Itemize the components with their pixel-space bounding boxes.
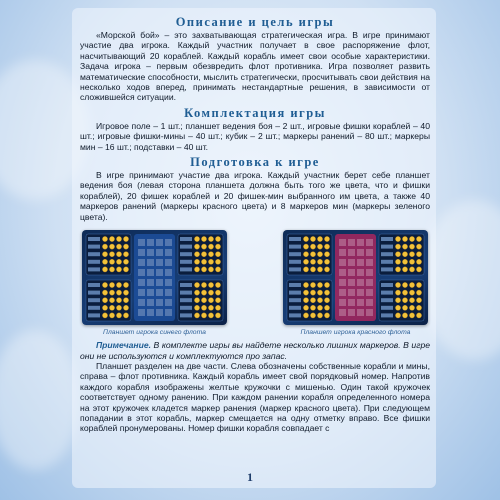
grid-cell [339, 249, 346, 256]
hit-circle [317, 236, 322, 241]
hit-circle [194, 244, 199, 249]
hit-circle [317, 267, 322, 272]
grid-cell [138, 239, 145, 246]
grid-cell [366, 299, 373, 306]
section-title-contents: Комплектация игры [184, 105, 326, 120]
grid-cell [156, 249, 163, 256]
ship-label-bar [381, 313, 393, 317]
hit-circle [310, 305, 315, 310]
hit-circle [310, 252, 315, 257]
grid-cell [165, 309, 172, 316]
blue-board-figure [82, 230, 227, 337]
grid-cell [339, 239, 346, 246]
grid-cell [147, 309, 154, 316]
ship-label-bar [289, 252, 301, 256]
blue-fleet-board-image [82, 230, 227, 325]
hit-circle [109, 290, 114, 295]
hit-circle [201, 236, 206, 241]
ship-label-bar [88, 245, 100, 249]
hit-circle [303, 267, 308, 272]
hit-circle [194, 252, 199, 257]
hit-circle [402, 290, 407, 295]
hit-circle [310, 313, 315, 318]
hit-circle [123, 282, 128, 287]
hit-circle [109, 236, 114, 241]
hit-circle [215, 282, 220, 287]
section-title-preparation: Подготовка к игре [190, 155, 320, 170]
grid-cell [357, 299, 364, 306]
hit-circle [416, 290, 421, 295]
grid-cell [366, 279, 373, 286]
hit-circle [116, 290, 121, 295]
hit-circle [215, 298, 220, 303]
hit-circle [102, 267, 107, 272]
hit-circle [409, 267, 414, 272]
hit-circle [102, 298, 107, 303]
ship-label-bar [381, 283, 393, 287]
hit-circle [395, 259, 400, 264]
grid-cell [348, 289, 355, 296]
grid-cell [339, 309, 346, 316]
hit-circle [215, 259, 220, 264]
grid-cell [156, 259, 163, 266]
hit-circle [201, 290, 206, 295]
ship-label-bar [289, 291, 301, 295]
hit-circle [208, 259, 213, 264]
grid-cell [138, 249, 145, 256]
hit-circle [201, 313, 206, 318]
hit-circle [416, 282, 421, 287]
hit-circle [102, 259, 107, 264]
hit-circle [395, 267, 400, 272]
grid-cell [156, 239, 163, 246]
ship-label-bar [180, 313, 192, 317]
hit-circle [102, 244, 107, 249]
ship-label-bar [289, 283, 301, 287]
hit-circle [102, 290, 107, 295]
hit-circle [409, 244, 414, 249]
hit-circle [402, 259, 407, 264]
board-graphic [82, 230, 227, 325]
boards-figure [82, 230, 428, 337]
grid-cell [165, 299, 172, 306]
grid-cell [165, 249, 172, 256]
grid-cell [147, 269, 154, 276]
hit-circle [194, 313, 199, 318]
grid-cell [366, 249, 373, 256]
hit-circle [402, 298, 407, 303]
hit-circle [215, 252, 220, 257]
hit-circle [395, 313, 400, 318]
hit-circle [317, 282, 322, 287]
hit-circle [123, 298, 128, 303]
hit-circle [208, 313, 213, 318]
hit-circle [409, 305, 414, 310]
section-title-description: Описание и цель игры [175, 15, 335, 29]
hit-circle [310, 259, 315, 264]
hit-circle [194, 290, 199, 295]
hit-circle [324, 305, 329, 310]
hit-circle [201, 305, 206, 310]
hit-circle [409, 252, 414, 257]
hit-circle [201, 267, 206, 272]
hit-circle [194, 236, 199, 241]
hit-circle [324, 259, 329, 264]
hit-circle [208, 267, 213, 272]
grid-cell [147, 259, 154, 266]
board-center-panel [335, 234, 376, 321]
hit-circle [317, 305, 322, 310]
ship-label-bar [180, 252, 192, 256]
hit-circle [303, 244, 308, 249]
hit-circle [116, 267, 121, 272]
hit-circle [208, 305, 213, 310]
hit-circle [416, 298, 421, 303]
hit-circle [416, 305, 421, 310]
hit-circle [409, 236, 414, 241]
hit-circle [395, 298, 400, 303]
section-text-preparation: В игре принимают участие два игрока. Каждый участник берет себе планшет ведения боя (левая сторона планшета должна быть того же цвета, что и фишки кораблей), 20 фишек кораблей и 20 фишек-мин выбранного им цвета, а также 40 маркеров ранений (маркеры красного цвета) и 8 маркеров мин (маркеры зеленого цвета). [80, 170, 430, 222]
grid-cell [348, 309, 355, 316]
hit-circle [208, 298, 213, 303]
grid-cell [357, 269, 364, 276]
hit-circle [324, 236, 329, 241]
hit-circle [402, 236, 407, 241]
grid-cell [366, 309, 373, 316]
ship-label-bar [180, 245, 192, 249]
hit-circle [310, 267, 315, 272]
hit-circle [409, 259, 414, 264]
hit-circle [324, 290, 329, 295]
grid-cell [339, 279, 346, 286]
hit-circle [324, 244, 329, 249]
grid-cell [366, 239, 373, 246]
hit-circle [324, 313, 329, 318]
ship-label-bar [88, 252, 100, 256]
hit-circle [303, 252, 308, 257]
hit-circle [303, 305, 308, 310]
hit-circle [409, 282, 414, 287]
hit-circle [416, 244, 421, 249]
hit-circle [303, 298, 308, 303]
hit-circle [402, 305, 407, 310]
hit-circle [395, 282, 400, 287]
grid-cell [348, 299, 355, 306]
ship-label-bar [381, 252, 393, 256]
hit-circle [317, 313, 322, 318]
grid-cell [165, 279, 172, 286]
hit-circle [310, 282, 315, 287]
ship-label-bar [88, 260, 100, 264]
grid-cell [147, 279, 154, 286]
ship-label-bar [381, 298, 393, 302]
grid-cell [156, 289, 163, 296]
hit-circle [215, 313, 220, 318]
hit-circle [208, 290, 213, 295]
ship-label-bar [88, 298, 100, 302]
hit-circle [324, 252, 329, 257]
ship-label-bar [289, 260, 301, 264]
section-text-description: «Морской бой» – это захватывающая стратегическая игра. В игре принимают участие два игрока. Каждый участник получает в свое распоряжение флот, насчитывающий 20 кораблей. Каждый корабль имеет свои особые характеристики. Задача игрока – первым обезвредить флот противника. Игра позволяет развить математические способности, мыслить стратегически, просчитывать свои действия на несколько ходов вперед, принимать нестандартные решения, в зависимости от сложившейся ситуации. [80, 30, 430, 103]
grid-cell [165, 259, 172, 266]
hit-circle [109, 298, 114, 303]
grid-cell [138, 279, 145, 286]
grid-cell [366, 289, 373, 296]
hit-circle [317, 244, 322, 249]
hit-circle [395, 244, 400, 249]
hit-circle [317, 252, 322, 257]
ship-label-bar [88, 291, 100, 295]
grid-cell [138, 269, 145, 276]
hit-circle [215, 305, 220, 310]
hit-circle [324, 267, 329, 272]
hit-circle [123, 305, 128, 310]
hit-circle [416, 267, 421, 272]
hit-circle [102, 282, 107, 287]
board-center-panel [134, 234, 175, 321]
note-paragraph [80, 340, 430, 361]
hit-circle [402, 282, 407, 287]
grid-cell [138, 309, 145, 316]
hit-circle [201, 244, 206, 249]
hit-circle [416, 236, 421, 241]
ship-label-bar [180, 298, 192, 302]
hit-circle [215, 290, 220, 295]
hit-circle [409, 313, 414, 318]
hit-circle [324, 298, 329, 303]
note-label: Примечание. [96, 340, 151, 351]
hit-circle [402, 252, 407, 257]
ship-label-bar [180, 291, 192, 295]
hit-circle [310, 290, 315, 295]
hit-circle [123, 313, 128, 318]
ship-label-bar [180, 260, 192, 264]
hit-circle [303, 259, 308, 264]
ship-label-bar [289, 237, 301, 241]
hit-circle [102, 313, 107, 318]
hit-circle [303, 290, 308, 295]
grid-cell [339, 259, 346, 266]
hit-circle [194, 267, 199, 272]
hit-circle [395, 305, 400, 310]
hit-circle [402, 313, 407, 318]
grid-cell [138, 289, 145, 296]
hit-circle [208, 236, 213, 241]
section-text-board: Планшет разделен на две части. Слева обозначены собственные корабли и мины, справа – флот противника. Каждый корабль имеет свой порядковый номер. Напротив каждого корабля изображены желтые кружочки с мишенью. Один такой кружочек соответствует одному ранению. При каждом ранении корабля определенного номера на этот кружочек кладется маркер ранения (маркер красного цвета). При следующем попадании в этот корабль, маркер смещается на одну отметку вправо. Все фишки кораблей пронумерованы. Номер фишки корабля совпадает с [80, 360, 430, 434]
hit-circle [116, 259, 121, 264]
hit-circle [317, 298, 322, 303]
hit-circle [395, 252, 400, 257]
hit-circle [123, 267, 128, 272]
grid-cell [357, 279, 364, 286]
ship-label-bar [381, 267, 393, 271]
hit-circle [310, 244, 315, 249]
ship-label-bar [381, 237, 393, 241]
hit-circle [201, 298, 206, 303]
hit-circle [208, 252, 213, 257]
ship-label-bar [381, 291, 393, 295]
hit-circle [194, 282, 199, 287]
hit-circle [194, 298, 199, 303]
red-board-caption: Планшет игрока красного флота [300, 329, 411, 337]
hit-circle [109, 259, 114, 264]
hit-circle [324, 282, 329, 287]
hit-circle [123, 236, 128, 241]
hit-circle [303, 282, 308, 287]
hit-circle [215, 244, 220, 249]
grid-cell [165, 289, 172, 296]
ship-label-bar [180, 237, 192, 241]
grid-cell [156, 299, 163, 306]
grid-cell [165, 239, 172, 246]
frost-decoration [0, 330, 80, 470]
section-text-contents: Игровое поле – 1 шт.; планшет ведения боя – 2 шт., игровые фишки кораблей – 40 шт.; игровые фишки-мины – 40 шт.; кубик – 2 шт.; маркеры ранений – 80 шт.; маркеры мин – 16 шт.; подставки – 40 шт. [80, 120, 430, 152]
ship-label-bar [180, 306, 192, 310]
hit-circle [402, 267, 407, 272]
grid-cell [156, 269, 163, 276]
hit-circle [116, 305, 121, 310]
grid-cell [366, 269, 373, 276]
grid-cell [348, 239, 355, 246]
ship-label-bar [180, 267, 192, 271]
ship-label-bar [381, 306, 393, 310]
grid-cell [357, 309, 364, 316]
grid-cell [339, 299, 346, 306]
hit-circle [201, 282, 206, 287]
grid-cell [357, 259, 364, 266]
hit-circle [116, 252, 121, 257]
hit-circle [208, 244, 213, 249]
hit-circle [116, 282, 121, 287]
hit-circle [395, 290, 400, 295]
hit-circle [102, 236, 107, 241]
ship-label-bar [289, 298, 301, 302]
hit-circle [402, 244, 407, 249]
ship-label-bar [88, 283, 100, 287]
hit-circle [123, 244, 128, 249]
hit-circle [116, 236, 121, 241]
ship-label-bar [381, 260, 393, 264]
grid-cell [348, 249, 355, 256]
ship-label-bar [289, 245, 301, 249]
hit-circle [409, 298, 414, 303]
hit-circle [123, 252, 128, 257]
grid-cell [366, 259, 373, 266]
note-text: В комплекте игры вы найдете несколько лишних маркеров. В игре они не используются и комплектуются про запас. [80, 340, 431, 361]
hit-circle [310, 298, 315, 303]
grid-cell [348, 279, 355, 286]
grid-cell [147, 289, 154, 296]
ship-label-bar [289, 306, 301, 310]
grid-cell [156, 309, 163, 316]
grid-cell [138, 299, 145, 306]
hit-circle [116, 244, 121, 249]
hit-circle [409, 290, 414, 295]
ship-label-bar [289, 313, 301, 317]
hit-circle [102, 305, 107, 310]
document-content [80, 14, 430, 434]
grid-cell [147, 249, 154, 256]
grid-cell [147, 299, 154, 306]
ship-label-bar [88, 313, 100, 317]
hit-circle [201, 252, 206, 257]
grid-cell [165, 269, 172, 276]
grid-cell [357, 249, 364, 256]
hit-circle [303, 236, 308, 241]
hit-circle [310, 236, 315, 241]
grid-cell [348, 269, 355, 276]
board-graphic [283, 230, 428, 325]
hit-circle [109, 252, 114, 257]
grid-cell [357, 289, 364, 296]
hit-circle [416, 313, 421, 318]
hit-circle [109, 305, 114, 310]
hit-circle [416, 252, 421, 257]
hit-circle [201, 259, 206, 264]
hit-circle [116, 298, 121, 303]
ship-label-bar [180, 283, 192, 287]
grid-cell [357, 239, 364, 246]
hit-circle [102, 252, 107, 257]
grid-cell [348, 259, 355, 266]
hit-circle [215, 236, 220, 241]
hit-circle [109, 313, 114, 318]
hit-circle [109, 282, 114, 287]
grid-cell [156, 279, 163, 286]
ship-label-bar [88, 237, 100, 241]
red-board-figure [283, 230, 428, 337]
hit-circle [317, 290, 322, 295]
ship-label-bar [88, 267, 100, 271]
hit-circle [109, 267, 114, 272]
blue-board-caption: Планшет игрока синего флота [103, 329, 206, 337]
grid-cell [147, 239, 154, 246]
ship-label-bar [381, 245, 393, 249]
page-number: 1 [247, 470, 253, 484]
red-fleet-board-image [283, 230, 428, 325]
hit-circle [303, 313, 308, 318]
hit-circle [194, 305, 199, 310]
grid-cell [138, 259, 145, 266]
hit-circle [395, 236, 400, 241]
hit-circle [317, 259, 322, 264]
hit-circle [109, 244, 114, 249]
hit-circle [123, 290, 128, 295]
hit-circle [123, 259, 128, 264]
hit-circle [194, 259, 199, 264]
hit-circle [116, 313, 121, 318]
ship-label-bar [289, 267, 301, 271]
hit-circle [416, 259, 421, 264]
hit-circle [215, 267, 220, 272]
hit-circle [208, 282, 213, 287]
ship-label-bar [88, 306, 100, 310]
grid-cell [339, 269, 346, 276]
grid-cell [339, 289, 346, 296]
